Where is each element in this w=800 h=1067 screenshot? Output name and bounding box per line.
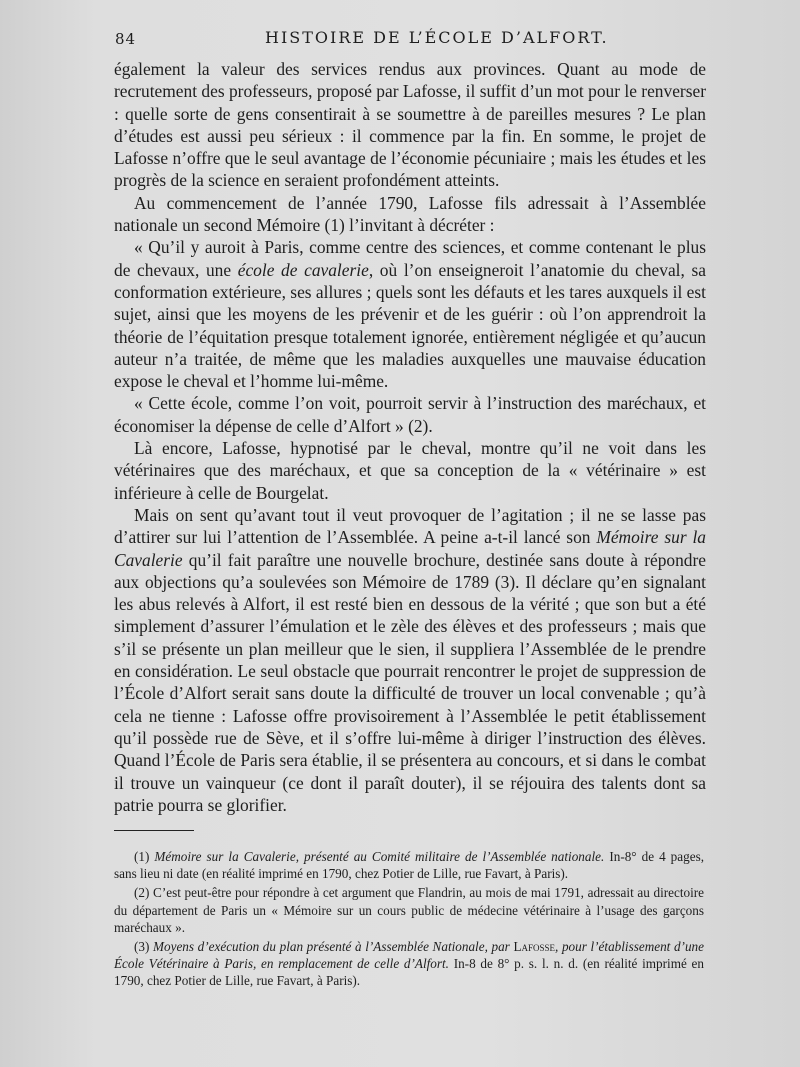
- footnote-1-title: Mémoire sur la Cavalerie, présenté au Comité militaire de l’Assemblée nationale.: [154, 849, 605, 864]
- footnote-3: [114, 938, 704, 990]
- footnote-1-number: (1): [134, 849, 155, 864]
- footnote-3-title-end: , pour l’établissement d’une École Vétérinaire à Paris, en remplacement de celle d’Alfort.: [114, 939, 704, 972]
- quote-text-start: « Qu’il y auroit à Paris, comme centre des sciences, et comme contenant le plus de chevaux, une: [114, 237, 706, 280]
- footnote-3-author: Lafosse: [513, 939, 556, 955]
- page-number: 84: [115, 30, 137, 48]
- paragraph-2: Au commencement de l’année 1790, Lafosse fils adressait à l’Assemblée nationale un second Mémoire (1) l’invitant à décréter :: [114, 192, 706, 236]
- footnote-2: (2) C’est peut-être pour répondre à cet argument que Flandrin, au mois de mai 1791, adressait au directoire du département de Paris un « Mémoire sur un cours public de médecine vétérinaire à l’usage des garçons maréchaux ».: [114, 885, 704, 935]
- paragraph-3-quote: [114, 236, 706, 392]
- paragraph-6-end: qu’il fait paraître une nouvelle brochure, destinée sans doute à répondre aux objections qu’a soulevées son Mémoire de 1789 (3). Il déclare qu’en signalant les abus relevés à Alfort, il est resté bien en dessous de la vérité ; que son but a été simplement d’assurer l’émulation et le zèle des élèves et des professeurs ; mais que s’il se présente un plan meilleur que le sien, il suppliera l’Assemblée de le prendre en considération. Le seul obstacle que pourrait rencontrer le projet de suppression de l’École d’Alfort serait sans doute la difficulté de trouver un local convenable ; qu’à cela ne tienne : Lafosse offre provisoirement à l’Assemblée le petit établissement qu’il possède rue de Sève, et il s’offre lui-même à diriger l’instruction des élèves. Quand l’École de Paris sera établie, il se présentera au concours, et si dans le combat il trouve un vainqueur (ce dont il paraît douter), il se réjouira des talents dont sa patrie pourra se glorifier.: [114, 549, 706, 815]
- paragraph-6-italic-title: Mémoire sur la Cavalerie: [114, 527, 706, 570]
- main-text: [114, 58, 706, 816]
- footnote-3-text: In-8 de 8° p. s. l. n. d. (en réalité imprimé en 1790, chez Potier de Lille, rue Favart, à Paris).: [114, 956, 705, 989]
- footnote-1: [114, 848, 704, 882]
- footnote-1-text: In-8° de 4 pages, sans lieu ni date (en réalité imprimé en 1790, chez Potier de Lille, rue Favart, à Paris).: [114, 849, 704, 882]
- paragraph-5: Là encore, Lafosse, hypnotisé par le cheval, montre qu’il ne voit dans les vétérinaires que des maréchaux, et que sa conception de la « vétérinaire » est inférieure à celle de Bourgelat.: [114, 438, 706, 503]
- page-header: [115, 28, 755, 52]
- footnote-rule: [114, 830, 194, 831]
- footnotes: [114, 848, 704, 992]
- running-head: HISTOIRE DE L’ÉCOLE D’ALFORT.: [265, 28, 609, 47]
- paragraph-6: [114, 504, 706, 816]
- footnote-3-number: (3): [134, 939, 154, 955]
- paragraph-1: également la valeur des services rendus aux provinces. Quant au mode de recrutement des professeurs, proposé par Lafosse, il suffit d’un mot pour le renverser : quelle sorte de gens consentirait à se soumettre à de pareilles mesures ? Le plan d’études est aussi peu sérieux : il commence par la fin. En somme, le projet de Lafosse n’offre que le seul avantage de l’économie pécuniaire ; mais les études et les progrès de la science en seraient profondément atteints.: [114, 59, 706, 191]
- quote-text-end: , où l’on enseigneroit l’anatomie du cheval, sa conformation extérieure, ses allures ; quels sont les défauts et les tares auxquels il est sujet, ainsi que les moyens de les prévenir et de les guérir : où l’on apprendroit la théorie de l’équitation presque totalement ignorée, entièrement négligée et qu’aucun auteur n’a traitée, de même que les maladies auxquelles une mauvaise éducation expose le cheval et l’homme lui-même.: [114, 259, 706, 392]
- quote-italic-term: école de cavalerie: [237, 259, 369, 280]
- footnote-3-title-start: Moyens d’exécution du plan présenté à l’Assemblée Nationale, par: [153, 939, 514, 955]
- paragraph-6-start: Mais on sent qu’avant tout il veut provoquer de l’agitation ; il ne se lasse pas d’attirer sur lui l’attention de l’Assemblée. A peine a-t-il lancé son: [114, 504, 706, 548]
- paragraph-4-quote: « Cette école, comme l’on voit, pourroit servir à l’instruction des maréchaux, et économiser la dépense de celle d’Alfort » (2).: [114, 393, 706, 436]
